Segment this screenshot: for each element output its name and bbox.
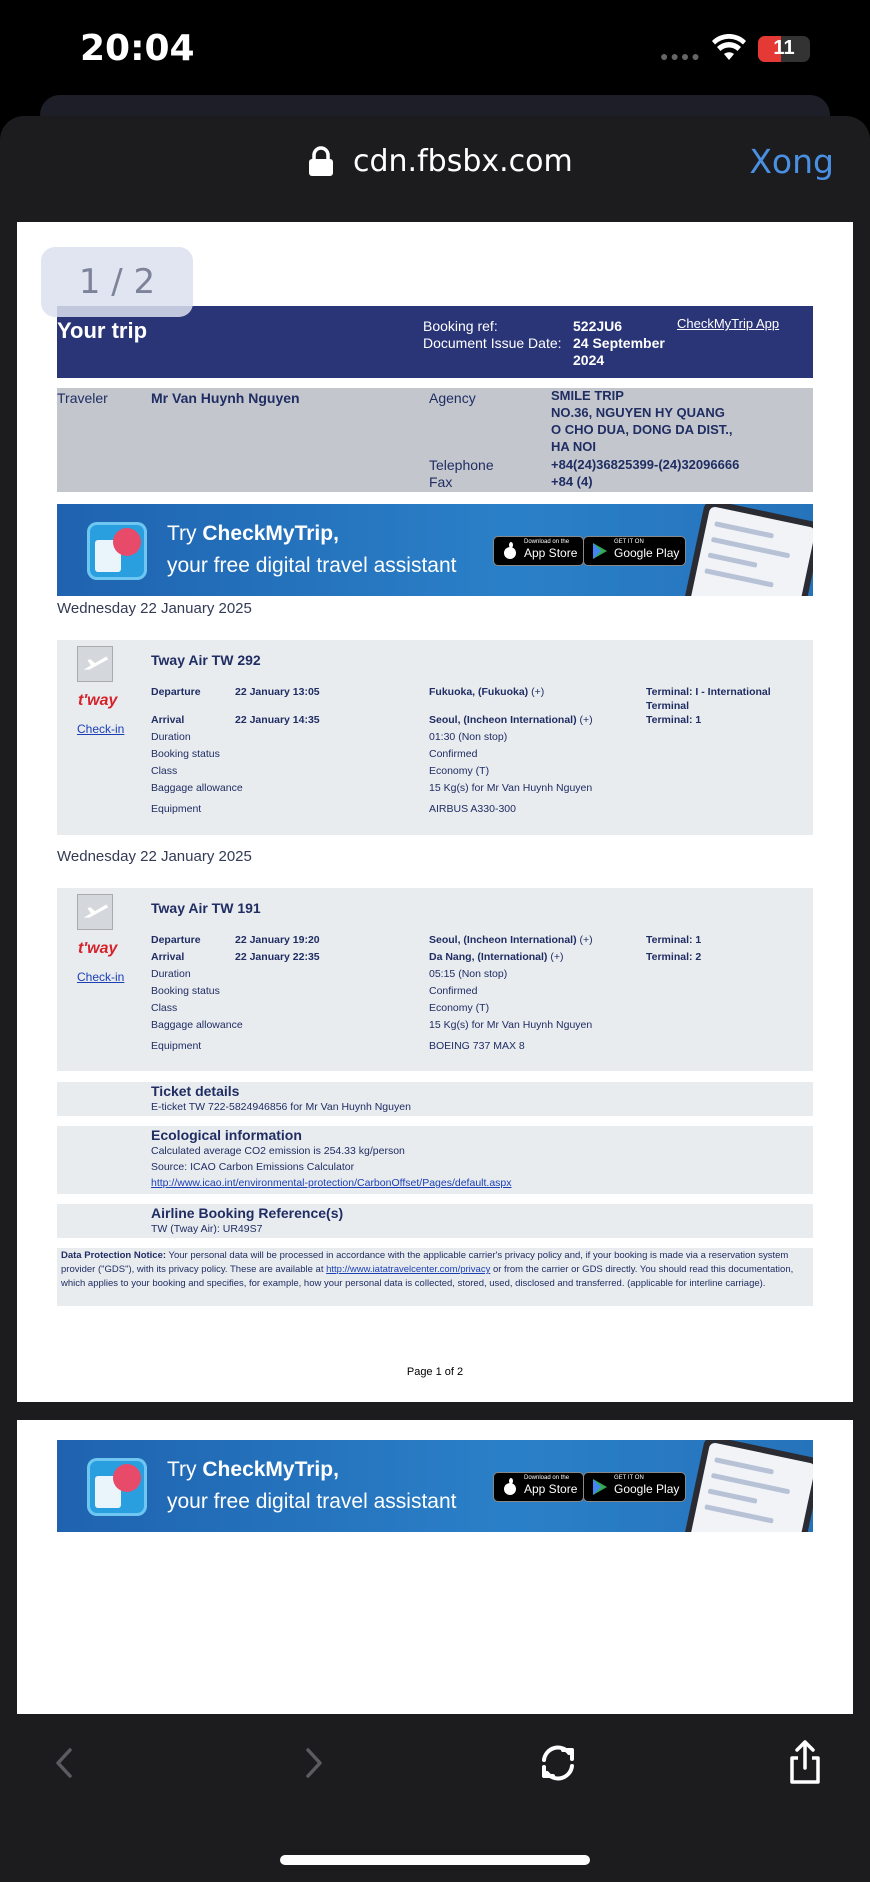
battery-level: 11 bbox=[773, 37, 795, 59]
back-icon[interactable] bbox=[40, 1738, 90, 1788]
class-value: Economy (T) bbox=[429, 765, 490, 777]
departure-terminal: Terminal: I - International bbox=[646, 686, 771, 698]
google-play-label: Google Play bbox=[614, 1482, 680, 1496]
arrival-terminal: Terminal: 2 bbox=[646, 951, 702, 963]
arrival-plus: (+) bbox=[550, 951, 564, 963]
url-text[interactable]: cdn.fbsbx.com bbox=[353, 144, 573, 179]
google-play-small: GET IT ON bbox=[614, 1475, 644, 1481]
checkmytrip-app-link[interactable]: CheckMyTrip App bbox=[677, 316, 780, 331]
telephone-value: +84(24)36825399-(24)32096666 bbox=[551, 457, 740, 472]
page-number: Page 1 of 2 bbox=[406, 1366, 464, 1378]
banner-line2: your free digital travel assistant bbox=[167, 1490, 457, 1513]
app-store-button[interactable] bbox=[493, 1472, 584, 1502]
arrival-terminal: Terminal: 1 bbox=[646, 714, 702, 726]
arrival-time: 22 January 14:35 bbox=[235, 714, 320, 726]
checkin-link[interactable]: Check-in bbox=[77, 970, 125, 984]
duration-value: 01:30 (Non stop) bbox=[429, 731, 508, 743]
iata-privacy-link[interactable]: http://www.iatatravelcenter.com/privacy bbox=[326, 1264, 491, 1275]
app-store-small: Download on the bbox=[524, 1475, 570, 1481]
flight-segment bbox=[57, 888, 813, 1071]
google-play-label: Google Play bbox=[614, 546, 680, 560]
page-indicator: 1 / 2 bbox=[41, 247, 193, 317]
ticket-line: E-ticket TW 722-5824946856 for Mr Van Huynh Nguyen bbox=[151, 1101, 411, 1113]
departure-label: Departure bbox=[151, 686, 201, 698]
reload-icon[interactable] bbox=[533, 1738, 583, 1788]
issue-date-label: Document Issue Date: bbox=[423, 335, 562, 351]
apple-icon bbox=[501, 1478, 519, 1496]
banner-line1-prefix: Try bbox=[167, 1458, 203, 1481]
baggage-label: Baggage allowance bbox=[151, 1019, 243, 1031]
app-store-label: App Store bbox=[524, 546, 578, 560]
lock-icon bbox=[308, 146, 334, 176]
signal-icon: ●●●● bbox=[660, 48, 702, 64]
arrival-place: Seoul, (Incheon International) bbox=[429, 714, 577, 726]
checkmytrip-banner[interactable] bbox=[57, 504, 813, 596]
airline-ref-title: Airline Booking Reference(s) bbox=[151, 1205, 344, 1221]
google-play-button[interactable] bbox=[583, 1472, 686, 1502]
equipment-label: Equipment bbox=[151, 1040, 202, 1052]
plane-icon bbox=[77, 894, 113, 930]
status-label: Booking status bbox=[151, 985, 220, 997]
trip-title: Your trip bbox=[57, 318, 148, 343]
baggage-value: 15 Kg(s) for Mr Van Huynh Nguyen bbox=[429, 1019, 593, 1031]
notice-text1: Your personal data will be processed in accordance with the applicable carrier's privacy policy and, if your booking is made via a reservation system provider ("GDS"), with its privacy policy. These are available at bbox=[61, 1250, 789, 1275]
share-icon[interactable] bbox=[780, 1738, 830, 1788]
plane-icon bbox=[77, 646, 113, 682]
traveler-name: Mr Van Huynh Nguyen bbox=[151, 390, 300, 406]
issue-date-line2: 2024 bbox=[573, 352, 605, 368]
baggage-value: 15 Kg(s) for Mr Van Huynh Nguyen bbox=[429, 782, 593, 794]
eco-title: Ecological information bbox=[151, 1127, 302, 1143]
arrival-place-row bbox=[429, 951, 563, 963]
booking-ref-label: Booking ref: bbox=[423, 318, 498, 334]
traveler-label: Traveler bbox=[57, 390, 108, 406]
departure-place-row bbox=[429, 686, 544, 698]
app-store-button[interactable] bbox=[493, 536, 584, 566]
issue-date-line1: 24 September bbox=[573, 335, 665, 351]
ticket-title: Ticket details bbox=[151, 1083, 240, 1099]
forward-icon[interactable] bbox=[288, 1738, 338, 1788]
departure-plus: (+) bbox=[531, 686, 545, 698]
arrival-place: Da Nang, (International) bbox=[429, 951, 548, 963]
agency-line: O CHO DUA, DONG DA DIST., bbox=[551, 422, 733, 437]
notice-label: Data Protection Notice: bbox=[61, 1250, 167, 1261]
departure-terminal-line2: Terminal bbox=[646, 700, 689, 712]
ticket-details bbox=[57, 1082, 813, 1116]
app-store-label: App Store bbox=[524, 1482, 578, 1496]
checkin-link[interactable]: Check-in bbox=[77, 722, 125, 736]
status-bar bbox=[0, 0, 870, 100]
flight-name: Tway Air TW 191 bbox=[151, 900, 261, 916]
departure-place: Seoul, (Incheon International) bbox=[429, 934, 577, 946]
duration-value: 05:15 (Non stop) bbox=[429, 968, 508, 980]
wifi-icon bbox=[712, 34, 746, 62]
checkmytrip-logo-icon bbox=[87, 1458, 147, 1516]
fax-label: Fax bbox=[429, 474, 453, 490]
checkmytrip-banner[interactable] bbox=[57, 1440, 813, 1532]
baggage-label: Baggage allowance bbox=[151, 782, 243, 794]
arrival-place-row bbox=[429, 714, 593, 726]
banner-line2: your free digital travel assistant bbox=[167, 554, 457, 577]
class-label: Class bbox=[151, 765, 178, 777]
arrival-plus: (+) bbox=[579, 714, 593, 726]
tway-logo: t'way bbox=[78, 692, 118, 709]
departure-plus: (+) bbox=[579, 934, 593, 946]
airline-booking-references bbox=[57, 1204, 813, 1238]
class-label: Class bbox=[151, 1002, 178, 1014]
departure-terminal: Terminal: 1 bbox=[646, 934, 702, 946]
banner-line1 bbox=[167, 522, 339, 546]
clock: 20:04 bbox=[80, 28, 195, 69]
departure-time: 22 January 13:05 bbox=[235, 686, 320, 698]
airline-ref-line: TW (Tway Air): UR49S7 bbox=[151, 1223, 263, 1235]
agency-line: SMILE TRIP bbox=[551, 388, 624, 403]
departure-place: Fukuoka, (Fukuoka) bbox=[429, 686, 529, 698]
agency-line: HA NOI bbox=[551, 439, 597, 454]
duration-label: Duration bbox=[151, 968, 191, 980]
phone-illustration bbox=[683, 1440, 813, 1532]
arrival-label: Arrival bbox=[151, 951, 185, 963]
banner-line1 bbox=[167, 1458, 339, 1482]
ecological-info bbox=[57, 1126, 813, 1194]
done-button[interactable]: Xong bbox=[749, 142, 834, 181]
icao-link[interactable]: http://www.icao.int/environmental-protection/CarbonOffset/Pages/default.aspx bbox=[151, 1177, 512, 1189]
flight-segment bbox=[57, 640, 813, 835]
agency-label: Agency bbox=[429, 390, 476, 406]
agency-line: NO.36, NGUYEN HY QUANG bbox=[551, 405, 725, 420]
checkmytrip-logo-icon bbox=[87, 522, 147, 580]
status-value: Confirmed bbox=[429, 748, 478, 760]
google-play-button[interactable] bbox=[583, 536, 686, 566]
app-store-small: Download on the bbox=[524, 539, 570, 545]
google-play-icon bbox=[591, 1478, 609, 1496]
phone-illustration bbox=[683, 504, 813, 596]
home-indicator[interactable] bbox=[280, 1855, 590, 1865]
fax-value: +84 (4) bbox=[551, 474, 593, 489]
status-label: Booking status bbox=[151, 748, 220, 760]
banner-line1-prefix: Try bbox=[167, 522, 203, 545]
flight-name: Tway Air TW 292 bbox=[151, 652, 261, 668]
eco-line2: Source: ICAO Carbon Emissions Calculator bbox=[151, 1161, 355, 1173]
banner-brand: CheckMyTrip, bbox=[202, 522, 339, 545]
departure-label: Departure bbox=[151, 934, 201, 946]
equipment-label: Equipment bbox=[151, 803, 202, 815]
departure-place-row bbox=[429, 934, 593, 946]
google-play-icon bbox=[591, 542, 609, 560]
class-value: Economy (T) bbox=[429, 1002, 490, 1014]
status-value: Confirmed bbox=[429, 985, 478, 997]
equipment-value: AIRBUS A330-300 bbox=[429, 803, 516, 815]
arrival-time: 22 January 22:35 bbox=[235, 951, 320, 963]
url-bar bbox=[0, 116, 870, 206]
duration-label: Duration bbox=[151, 731, 191, 743]
notice-text2: or from the carrier or GDS directly. You should read this documentation, which applies to your booking and specifies, for example, how your personal data is collected, stored, used, disclosed and transferred. (applicable for interline carriage). bbox=[61, 1264, 794, 1289]
telephone-label: Telephone bbox=[429, 457, 494, 473]
data-protection-notice bbox=[57, 1248, 813, 1306]
departure-time: 22 January 19:20 bbox=[235, 934, 320, 946]
banner-brand: CheckMyTrip, bbox=[202, 1458, 339, 1481]
apple-icon bbox=[501, 542, 519, 560]
tway-logo: t'way bbox=[78, 940, 118, 957]
equipment-value: BOEING 737 MAX 8 bbox=[429, 1040, 525, 1052]
google-play-small: GET IT ON bbox=[614, 539, 644, 545]
eco-line1: Calculated average CO2 emission is 254.33 kg/person bbox=[151, 1145, 405, 1157]
flight-date: Wednesday 22 January 2025 bbox=[57, 600, 252, 617]
flight-date: Wednesday 22 January 2025 bbox=[57, 848, 252, 865]
battery-icon bbox=[758, 36, 810, 62]
traveler-section bbox=[57, 388, 813, 492]
booking-ref: 522JU6 bbox=[573, 318, 623, 334]
arrival-label: Arrival bbox=[151, 714, 185, 726]
